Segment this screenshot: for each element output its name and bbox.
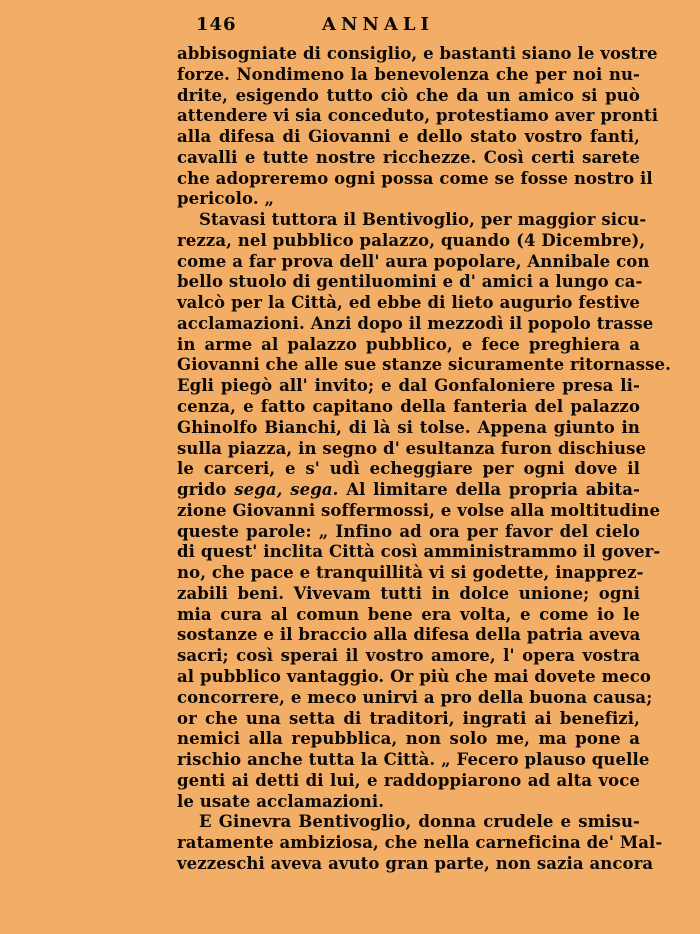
text-line: mia cura al comun bene era volta, e come io le — [177, 604, 640, 624]
text-line: che adopreremo ogni possa come se fosse nostro il — [177, 168, 653, 188]
text-line: genti ai detti di lui, e raddoppiarono ad alta voce — [177, 770, 640, 790]
text-line: or che una setta di traditori, ingrati ai benefizi, — [177, 708, 640, 728]
text-line: alla difesa di Giovanni e dello stato vostro fanti, — [177, 127, 640, 147]
text-line: cenza, e fatto capitano della fanteria del palazzo — [177, 397, 640, 417]
text-line: come a far prova dell' aura popolare, Annibale con — [177, 251, 650, 271]
text-line: sostanze e il braccio alla difesa della patria aveva — [177, 625, 641, 645]
text-line: ratamente ambiziosa, che nella carneficina de' Mal- — [177, 833, 663, 853]
text-line: bello stuolo di gentiluomini e d' amici a lungo ca- — [177, 272, 643, 292]
text-line: valcò per la Città, ed ebbe di lieto augurio festive — [177, 293, 640, 313]
text-line: attendere vi sia conceduto, protestiamo aver pronti — [177, 106, 659, 126]
text-line: vezzeschi aveva avuto gran parte, non sazia ancora — [177, 853, 654, 873]
italic-text: sega, sega. — [234, 480, 339, 500]
text-line: E Ginevra Bentivoglio, donna crudele e smisu- — [199, 812, 640, 832]
text-line: pericolo. „ — [177, 189, 275, 209]
text-segment: grido — [177, 480, 235, 500]
text-line: rischio anche tutta la Città. „ Fecero plauso quelle — [177, 750, 650, 770]
text-line: nemici alla repubblica, non solo me, ma pone a — [177, 729, 640, 749]
text-line: forze. Nondimeno la benevolenza che per noi nu- — [177, 64, 640, 84]
running-title: ANNALI — [322, 14, 434, 35]
page-header — [196, 14, 496, 40]
text-line: zione Giovanni soffermossi, e volse alla moltitudine — [177, 500, 661, 520]
text-line: Giovanni che alle sue stanze sicuramente ritornasse. — [177, 355, 671, 375]
text-line: concorrere, e meco unirvi a pro della buona causa; — [177, 687, 653, 707]
text-line: al pubblico vantaggio. Or più che mai dovete meco — [177, 666, 651, 686]
text-line: zabili beni. Vivevam tutti in dolce unione; ogni — [177, 583, 640, 603]
text-line: le carceri, e s' udì echeggiare per ogni dove il — [177, 459, 640, 479]
text-line: sulla piazza, in segno d' esultanza furon dischiuse — [177, 438, 647, 458]
text-line: acclamazioni. Anzi dopo il mezzodì il popolo trasse — [177, 313, 654, 333]
text-line: le usate acclamazioni. — [177, 791, 385, 811]
text-line: no, che pace e tranquillità vi si godette, inapprez- — [177, 563, 644, 583]
text-line: queste parole: „ Infino ad ora per favor del cielo — [177, 521, 640, 541]
body-text — [177, 44, 671, 875]
text-line: abbisogniate di consiglio, e bastanti siano le vostre — [177, 44, 658, 63]
text-line: rezza, nel pubblico palazzo, quando (4 Dicembre), — [177, 230, 646, 250]
text-line: cavalli e tutte nostre ricchezze. Così certi sarete — [177, 147, 640, 167]
text-line: Egli piegò all' invito; e dal Gonfaloniere presa li- — [177, 376, 640, 396]
text-line: di quest' inclita Città così amministrammo il gover- — [177, 542, 661, 562]
text-line — [177, 480, 640, 501]
text-line: sacri; così sperai il vostro amore, l' opera vostra — [177, 646, 640, 666]
text-line: Ghinolfo Bianchi, di là si tolse. Appena giunto in — [177, 417, 640, 437]
text-line: in arme al palazzo pubblico, e fece preghiera a — [177, 334, 640, 354]
text-line: Stavasi tuttora il Bentivoglio, per maggior sicu- — [199, 210, 647, 230]
text-segment: Al limitare della propria abita- — [338, 480, 640, 500]
text-line: drite, esigendo tutto ciò che da un amico si può — [177, 85, 640, 105]
page-number: 146 — [196, 14, 237, 35]
